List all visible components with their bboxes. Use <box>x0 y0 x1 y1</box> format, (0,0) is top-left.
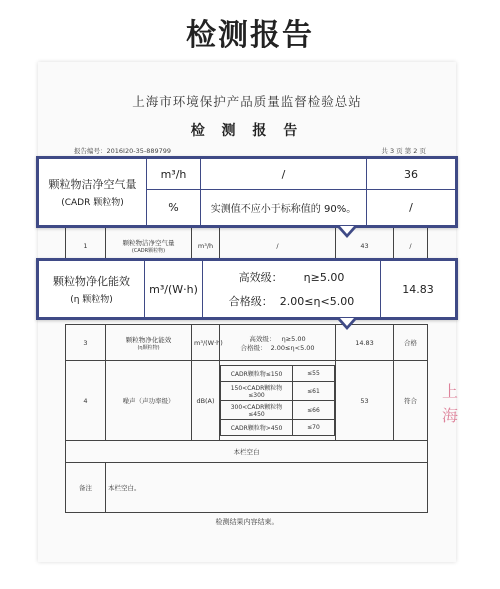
zoom-pointer <box>338 320 356 330</box>
zoom-result: 14.83 <box>381 261 456 318</box>
zoom-item-sub: (CADR 颗粒物) <box>61 198 124 208</box>
verdict: 符合 <box>394 361 428 441</box>
zoom-result: 36 <box>367 159 456 190</box>
noise-range: CADR颗粒物≤150 <box>221 366 293 382</box>
page-count: 共 3 页 第 2 页 <box>381 147 426 155</box>
item-name: 颗粒物洁净空气量 <box>122 238 175 247</box>
row-number: 4 <box>66 361 106 441</box>
noise-range: 300<CADR颗粒物≤450 <box>221 401 293 420</box>
zoom-callout-cadr <box>36 156 458 228</box>
zoom-unit: m³/h <box>147 159 201 190</box>
row-number: 3 <box>66 325 106 361</box>
zoom-req-value: η≥5.00 <box>303 271 345 284</box>
item-name: 噪声（声功率级） <box>106 361 192 441</box>
zoom-requirement: 实测值不应小于标称值的 90%。 <box>201 190 367 226</box>
req-label: 高效级： <box>249 334 276 343</box>
noise-limit-table <box>220 365 335 436</box>
zoom-unit: m³/(W·h) <box>145 261 203 318</box>
unit: m³/h <box>192 228 220 264</box>
zoom-req-label: 合格级： <box>228 295 273 308</box>
verdict: / <box>394 228 428 264</box>
noise-limit: ≤55 <box>293 366 335 382</box>
req-value: η≥5.00 <box>281 334 306 343</box>
requirement: / <box>220 228 336 264</box>
req-label: 合格级： <box>240 343 267 352</box>
zoom-req-value: 2.00≤η<5.00 <box>279 295 355 308</box>
row-number: 1 <box>66 228 106 264</box>
zoom-item-name: 颗粒物洁净空气量 <box>48 178 137 191</box>
req-value: 2.00≤η<5.00 <box>270 343 315 352</box>
page-title: 检测报告 <box>186 18 314 53</box>
remark-label: 备注 <box>66 463 106 513</box>
zoom-item-sub: (η 颗粒物) <box>70 295 113 305</box>
zoom-item-name: 颗粒物净化能效 <box>53 275 130 288</box>
item-sub: (CADR颗粒物) <box>131 247 166 254</box>
verdict: 合格 <box>394 325 428 361</box>
zoom-result: / <box>367 190 456 226</box>
zoom-req-label: 高效级： <box>238 271 283 284</box>
noise-limit: ≤70 <box>293 420 335 436</box>
remark-value: 本栏空白。 <box>106 463 428 513</box>
document-title: 检 测 报 告 <box>190 123 304 139</box>
zoom-unit: % <box>147 190 201 226</box>
result: 14.83 <box>336 325 394 361</box>
unit: dB(A) <box>192 361 220 441</box>
organization-name: 上海市环境保护产品质量监督检验总站 <box>132 94 362 109</box>
result: 53 <box>336 361 394 441</box>
zoom-callout-efficiency <box>36 258 458 320</box>
noise-limit: ≤66 <box>293 401 335 420</box>
zoom-requirement: / <box>201 159 367 190</box>
red-stamp: 上 海 <box>442 382 459 425</box>
unit: m³/(W·h) <box>192 325 220 361</box>
report-table-main <box>65 324 428 513</box>
noise-range: 150<CADR颗粒物≤300 <box>221 382 293 401</box>
result: 43 <box>336 228 394 264</box>
noise-range: CADR颗粒物>450 <box>221 420 293 436</box>
report-number: 报告编号：2016I20-35-889799 <box>74 147 172 155</box>
blank-row: 本栏空白 <box>66 441 428 463</box>
item-name: 颗粒物净化能效 <box>125 335 172 344</box>
noise-limit: ≤61 <box>293 382 335 401</box>
zoom-pointer <box>338 228 356 238</box>
item-sub: (η颗粒物) <box>137 344 160 351</box>
end-note: 检测结果内容结束。 <box>215 518 279 526</box>
